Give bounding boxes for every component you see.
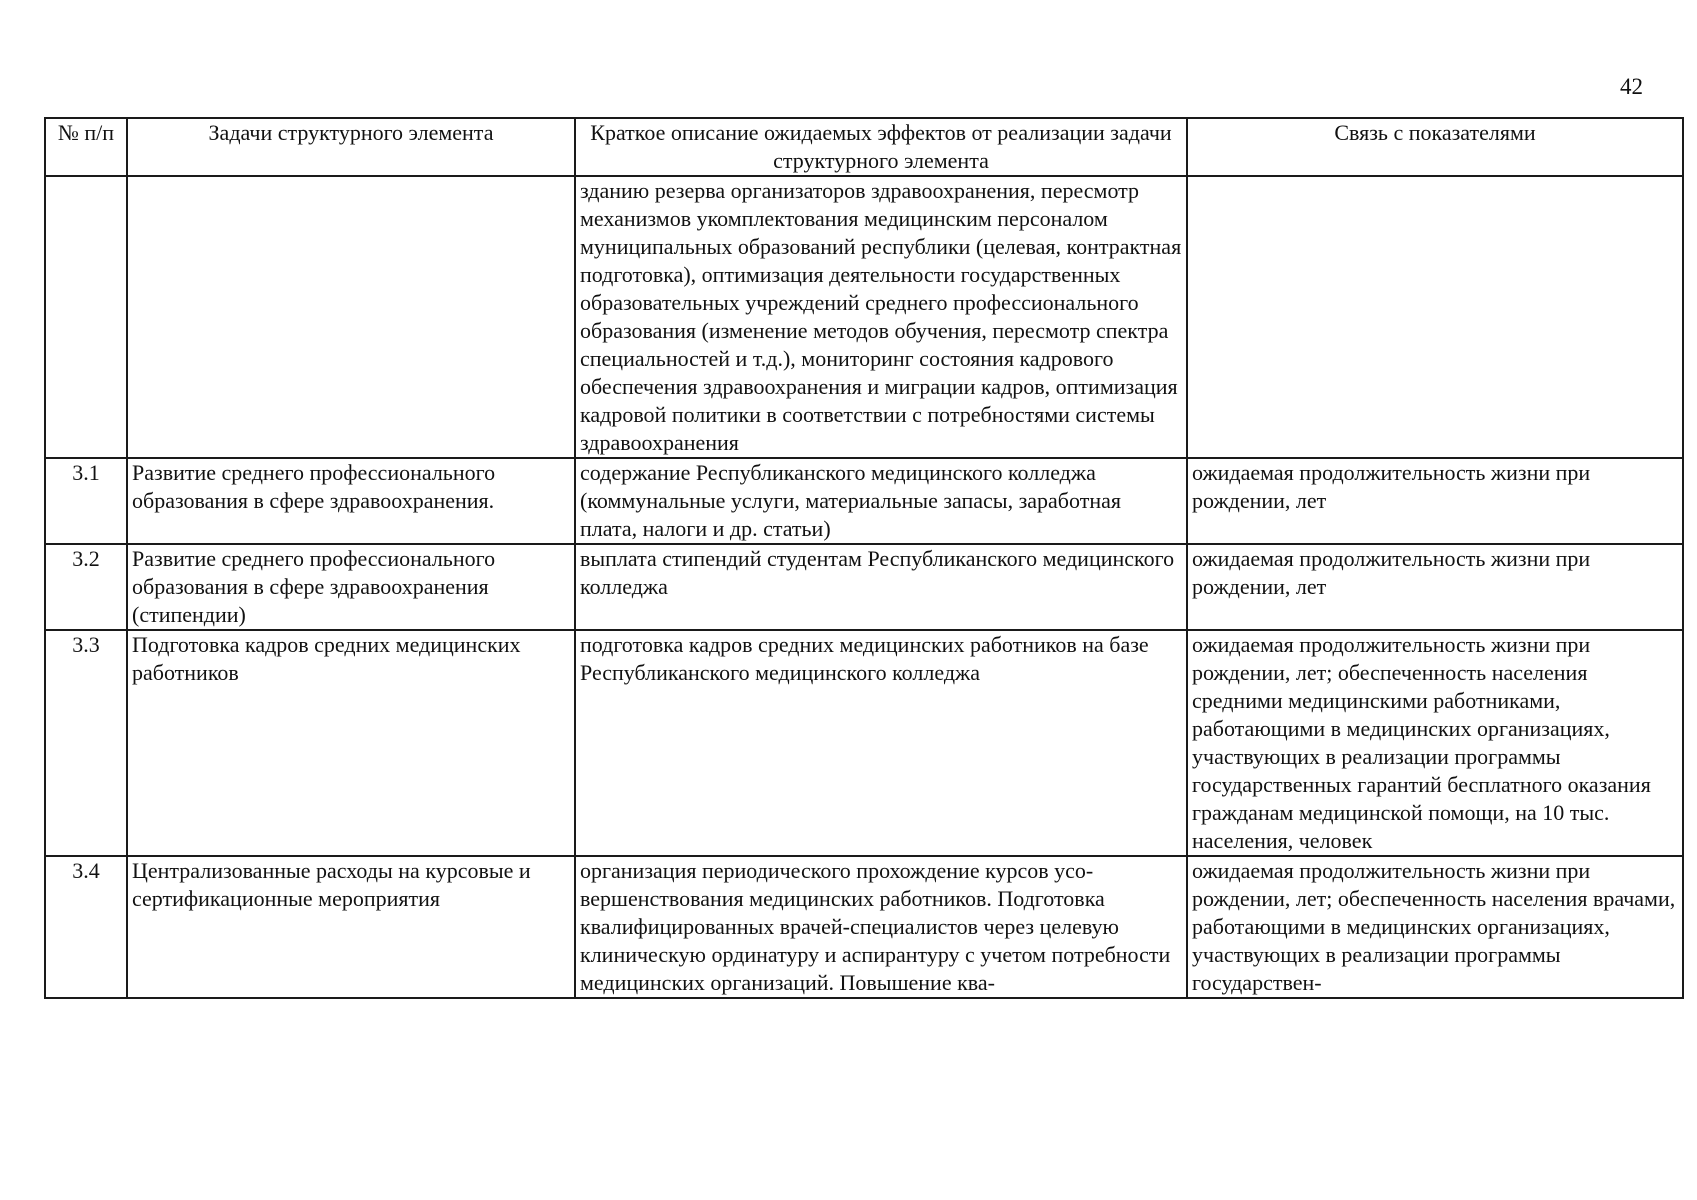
header-task: Задачи структурного элемента xyxy=(127,118,575,176)
row-indicators: ожидаемая продолжительность жизни при рождении, лет xyxy=(1187,544,1683,630)
row-indicators xyxy=(1187,176,1683,458)
row-task: Развитие среднего профессионального образования в сфере здравоохранения. xyxy=(127,458,575,544)
structural-element-table xyxy=(44,117,1684,999)
table-row xyxy=(45,176,1683,458)
row-number: 3.1 xyxy=(45,458,127,544)
table-row xyxy=(45,630,1683,856)
row-indicators: ожидаемая продолжительность жизни при рождении, лет xyxy=(1187,458,1683,544)
header-number: № п/п xyxy=(45,118,127,176)
row-number xyxy=(45,176,127,458)
table-header-row xyxy=(45,118,1683,176)
row-description: подготовка кадров средних медицинских работников на базе Республиканского медицинского колледжа xyxy=(575,630,1187,856)
table-row xyxy=(45,544,1683,630)
row-task: Развитие среднего профессионального образования в сфере здравоохранения (стипендии) xyxy=(127,544,575,630)
row-description: содержание Республиканского медицинского колледжа (коммунальные услуги, материальные запасы, заработная плата, налоги и др. статьи) xyxy=(575,458,1187,544)
row-number: 3.2 xyxy=(45,544,127,630)
row-indicators: ожидаемая продолжительность жизни при рождении, лет; обеспеченность населения врачами, работающими в медицинских организациях, участвующих в реализации программы государствен- xyxy=(1187,856,1683,998)
header-indicators: Связь с показателями xyxy=(1187,118,1683,176)
row-task: Централизованные расходы на курсовые и сертификационные мероприятия xyxy=(127,856,575,998)
row-description: выплата стипендий студентам Республиканского медицинского колледжа xyxy=(575,544,1187,630)
row-task xyxy=(127,176,575,458)
row-indicators: ожидаемая продолжительность жизни при рождении, лет; обеспеченность населения средними медицинскими работниками, работающими в медицинских организациях, участвующих в реализации программы государственных гарантий бесплатного оказания гражданам медицинской помощи, на 10 тыс. населения, человек xyxy=(1187,630,1683,856)
row-number: 3.3 xyxy=(45,630,127,856)
row-description: зданию резерва организаторов здравоохранения, пересмотр механизмов укомплектования медицинским персоналом муниципальных образований республики (целевая, контрактная подготовка), оптимизация деятельности государственных образовательных учреждений среднего профессионального образования (изменение методов обучения, пересмотр спектра специальностей и т.д.), мониторинг состояния кадрового обеспечения здравоохранения и миграции кадров, оптимизация кадровой политики в соответствии с потребностями системы здравоохранения xyxy=(575,176,1187,458)
table-row xyxy=(45,856,1683,998)
row-description: организация периодического прохождение курсов усовершенствования медицинских работников. Подготовка квалифицированных врачей-специалистов через целевую клиническую ординатуру и аспирантуру с учетом потребности медицинских организаций. Повышение ква- xyxy=(575,856,1187,998)
table-row xyxy=(45,458,1683,544)
row-task: Подготовка кадров средних медицинских работников xyxy=(127,630,575,856)
row-number: 3.4 xyxy=(45,856,127,998)
header-description: Краткое описание ожидаемых эффектов от реализации задачи структурного элемента xyxy=(575,118,1187,176)
page-number: 42 xyxy=(1620,74,1643,99)
